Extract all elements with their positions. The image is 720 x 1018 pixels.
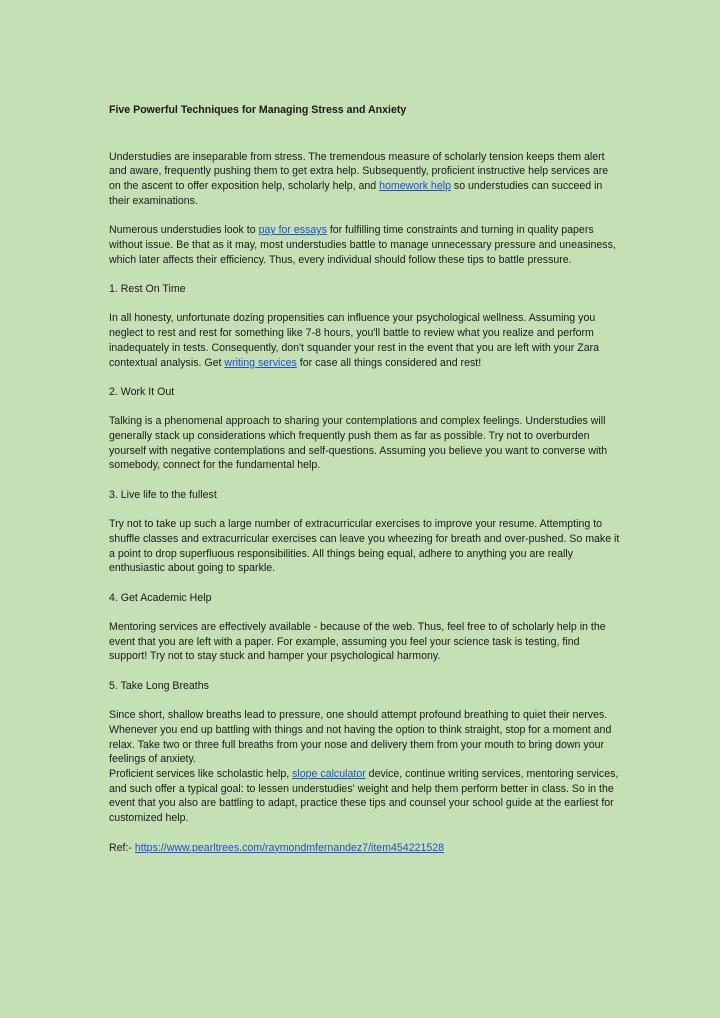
section-heading-breaths: 5. Take Long Breaths [109, 679, 209, 692]
section-body-academic: Mentoring services are effectively available - because of the web. Thus, feel free to of scholarly help in the event that you are left with a paper. For example, assuming you feel your science task is testing, find support! Try not to stay stuck and hamper your psychological harmony. [109, 621, 606, 663]
document-title: Five Powerful Techniques for Managing Stress and Anxiety [109, 104, 407, 116]
intro-paragraph-2: Numerous understudies look to pay for essays for fulfilling time constraints and turning in quality papers without issue. Be that as it may, most understudies battle to manage unnecessary pressure and uneasiness, which later affects their efficiency. Thus, every individual should follow these tips to battle pressure. [109, 224, 616, 266]
intro-paragraph-1: Understudies are inseparable from stress. The tremendous measure of scholarly tension keeps them alert and aware, frequently pushing them to get extra help. Subsequently, proficient instructive help services are on the ascent to offer exposition help, scholarly help, and homework help so understudies can succeed in their examinations. [109, 150, 609, 207]
reference-link[interactable]: https://www.pearltrees.com/raymondmfernandez7/item454221528 [134, 841, 445, 854]
section-body-breaths: Since short, shallow breaths lead to pressure, one should attempt profound breathing to quiet their nerves. Whenever you end up battling with things and not having the option to think straight, stop for a moment and relax. Take two or three full breaths from your nose and delivery them from your mouth to bring down your feelings of anxiety. Proficient services like scholastic help, slope calculator device, continue writing services, mentoring services, and such offer a typical goal: to lessen understudies' weight and help them perform better in class. So in the event that you also are battling to adapt, practice these tips and counsel your school guide at the earliest for customized help. [109, 709, 619, 825]
homework-help-link[interactable]: homework help [379, 180, 451, 193]
section-body-work: Talking is a phenomenal approach to sharing your contemplations and complex feelings. Understudies will generally stack up considerations which frequently push them as far as possible. Try not to overburden yourself with negative contemplations and self-questions. Assuming you believe you want to converse with somebody, connect for the fundamental help. [109, 415, 608, 472]
writing-services-link[interactable]: writing services [224, 356, 297, 369]
reference-line: Ref:- https://www.pearltrees.com/raymondmfernandez7/item454221528 [109, 841, 445, 854]
section-body-rest: In all honesty, unfortunate dozing propensities can influence your psychological wellness. Assuming you neglect to rest and rest for something like 7-8 hours, you'll battle to review what you realize and perform inadequately in tests. Consequently, don't squander your rest in the event that you are left with your Zara contextual analysis. Get writing services for case all things considered and rest! [109, 312, 600, 369]
section-heading-academic: 4. Get Academic Help [109, 591, 212, 604]
pay-for-essays-link[interactable]: pay for essays [258, 224, 327, 237]
section-heading-work: 2. Work It Out [109, 385, 175, 398]
slope-calculator-link[interactable]: slope calculator [292, 768, 366, 781]
section-heading-live: 3. Live life to the fullest [109, 488, 217, 501]
section-body-live: Try not to take up such a large number of extracurricular exercises to improve your resume. Attempting to shuffle classes and extracurricular exercises can leave you wheezing for breath and over-pushed. So make it a point to drop superfluous responsibilities. All things being equal, adhere to anything you are really enthusiastic about going to sparkle. [109, 518, 620, 575]
section-heading-rest: 1. Rest On Time [109, 283, 186, 295]
